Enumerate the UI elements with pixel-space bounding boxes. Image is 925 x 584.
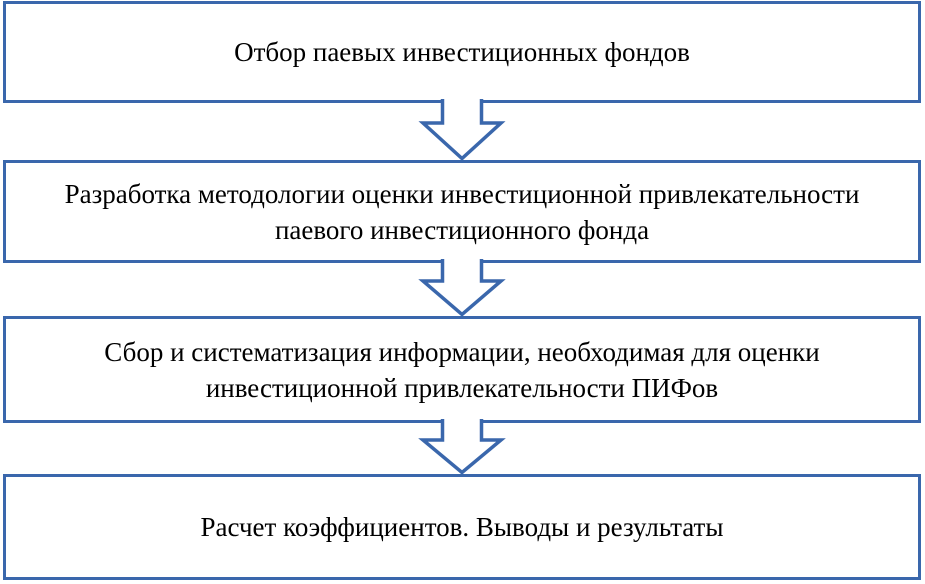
step-3-text-line-1: Сбор и систематизация информации, необходимая для оценки — [104, 336, 820, 367]
down-arrow-icon — [421, 99, 503, 160]
step-4-text: Расчет коэффициентов. Выводы и результаты — [200, 512, 724, 542]
flow-step-2 — [3, 160, 921, 263]
flow-step-1 — [3, 1, 921, 103]
down-arrow-icon — [421, 419, 503, 474]
step-3-text-line-2: инвестиционной привлекательности ПИФов — [205, 372, 719, 403]
flow-step-4 — [3, 474, 921, 580]
step-2-text-line-2: паевого инвестиционного фонда — [274, 214, 650, 245]
step-2-text-line-1: Разработка методологии оценки инвестиционной привлекательности — [64, 178, 860, 209]
flow-step-3 — [3, 316, 921, 423]
down-arrow-icon — [421, 259, 503, 316]
step-1-text: Отбор паевых инвестиционных фондов — [234, 37, 690, 67]
